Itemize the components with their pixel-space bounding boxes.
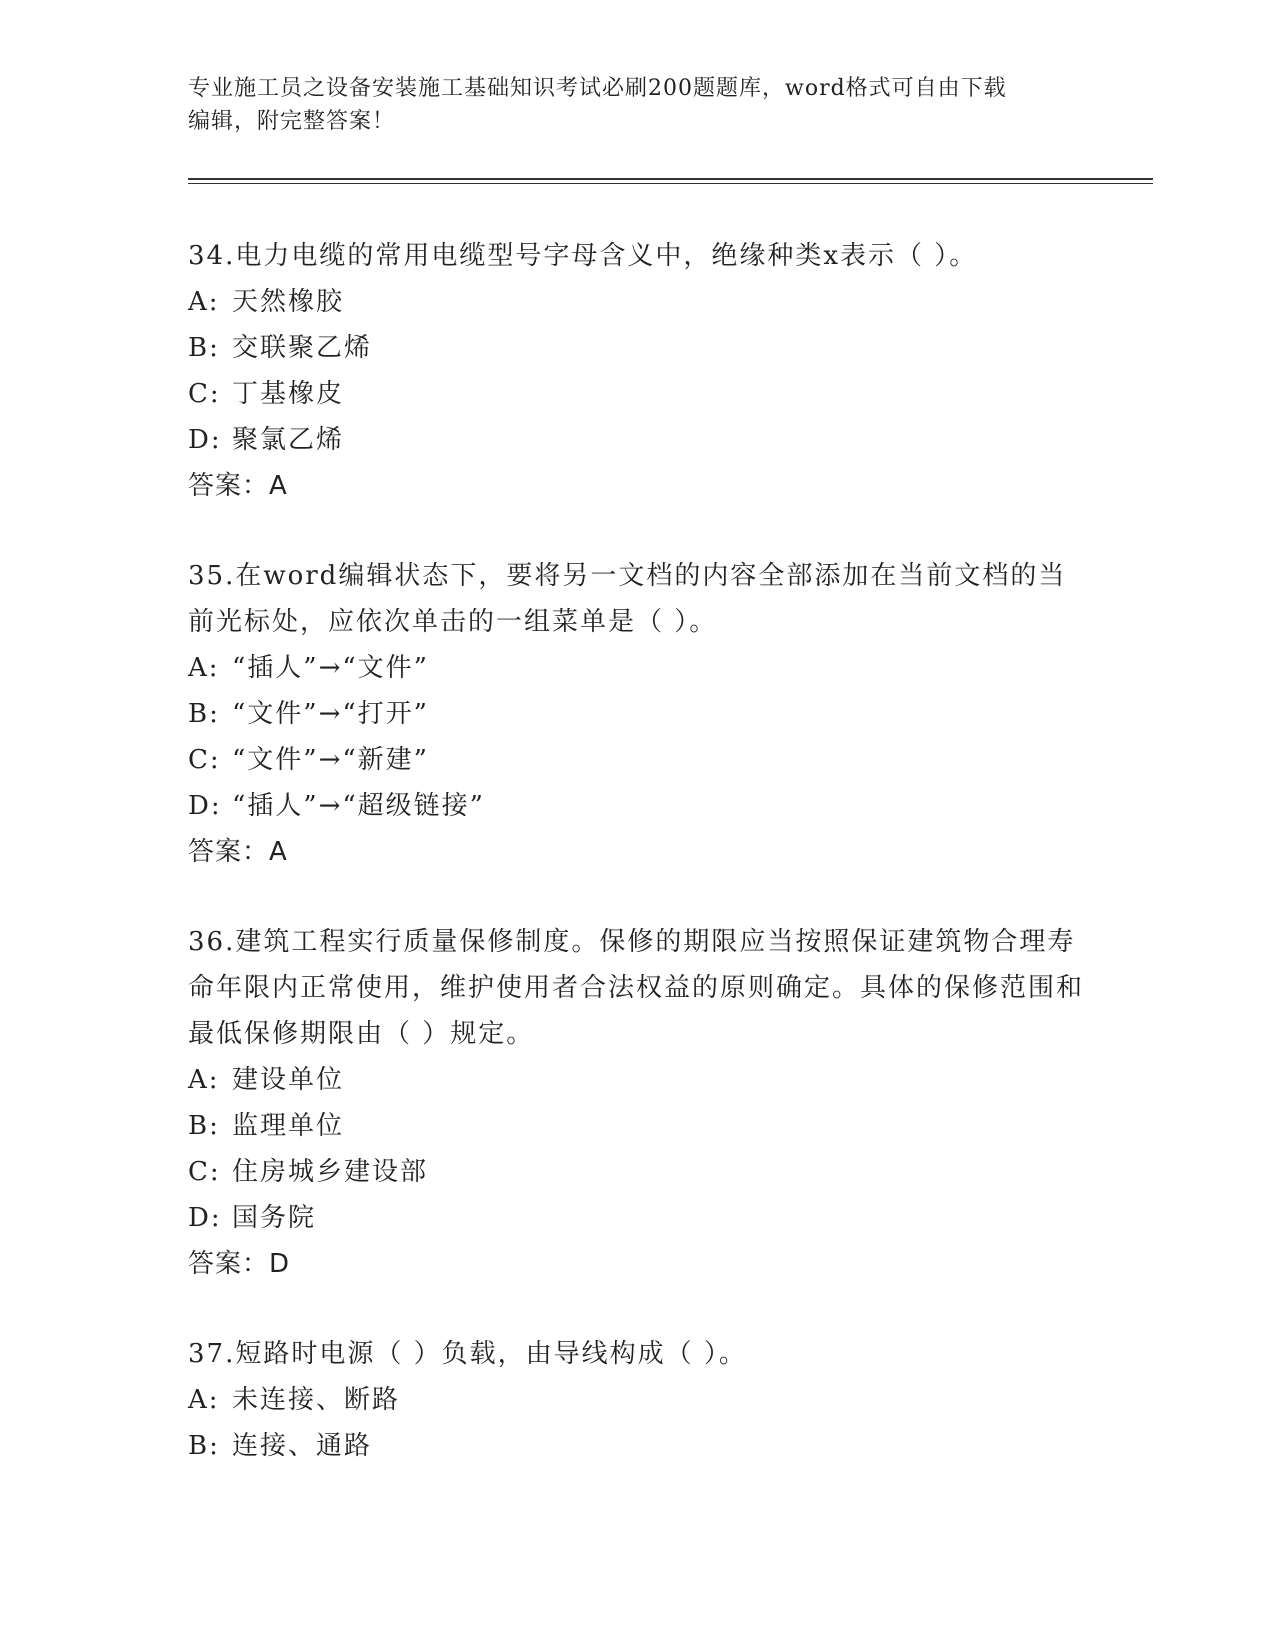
option-text: “文件”→“新建” xyxy=(232,745,429,775)
option-text: “插人”→“超级链接” xyxy=(232,791,485,821)
option-b xyxy=(188,1103,1088,1149)
option-key: B: xyxy=(188,333,220,363)
question-list xyxy=(188,233,1088,1513)
question-36 xyxy=(188,919,1088,1287)
option-key: D: xyxy=(188,425,222,455)
option-d xyxy=(188,783,1088,829)
option-a xyxy=(188,279,1088,325)
option-d xyxy=(188,1195,1088,1241)
option-key: B: xyxy=(188,699,220,729)
option-key: C: xyxy=(188,745,221,775)
option-text: 丁基橡皮 xyxy=(232,379,345,409)
option-a xyxy=(188,645,1088,691)
option-text: “插人”→“文件” xyxy=(232,653,429,683)
option-key: D: xyxy=(188,791,222,821)
document-header xyxy=(188,72,1068,138)
option-text: “文件”→“打开” xyxy=(232,699,429,729)
option-c xyxy=(188,737,1088,783)
option-key: C: xyxy=(188,379,221,409)
question-35 xyxy=(188,553,1088,875)
question-stem: 36.建筑工程实行质量保修制度。保修的期限应当按照保证建筑物合理寿命年限内正常使用，维护使用者合法权益的原则确定。具体的保修范围和最低保修期限由（ ）规定。 xyxy=(188,927,1085,1049)
option-key: B: xyxy=(188,1111,220,1141)
option-key: A: xyxy=(188,1065,220,1095)
option-key: A: xyxy=(188,653,220,683)
question-34 xyxy=(188,233,1088,509)
option-key: D: xyxy=(188,1203,222,1233)
option-text: 交联聚乙烯 xyxy=(232,333,373,363)
option-text: 监理单位 xyxy=(232,1111,345,1141)
option-text: 住房城乡建设部 xyxy=(232,1157,429,1187)
option-a xyxy=(188,1057,1088,1103)
option-b xyxy=(188,1423,1088,1469)
option-c xyxy=(188,1149,1088,1195)
header-divider-thick xyxy=(188,178,1153,180)
option-b xyxy=(188,325,1088,371)
option-text: 连接、通路 xyxy=(232,1431,373,1461)
answer-line: 答案：D xyxy=(188,1249,291,1279)
option-key: A: xyxy=(188,1385,220,1415)
question-stem: 34.电力电缆的常用电缆型号字母含义中，绝缘种类x表示（ ）。 xyxy=(188,241,978,271)
option-text: 建设单位 xyxy=(232,1065,345,1095)
option-c xyxy=(188,371,1088,417)
header-line-2: 编辑，附完整答案！ xyxy=(188,109,396,134)
question-stem: 37.短路时电源（ ）负载，由导线构成（ ）。 xyxy=(188,1339,747,1369)
option-text: 聚氯乙烯 xyxy=(232,425,345,455)
option-key: A: xyxy=(188,287,220,317)
header-divider-thin xyxy=(188,183,1153,184)
option-a xyxy=(188,1377,1088,1423)
header-line-1: 专业施工员之设备安装施工基础知识考试必刷200题题库，word格式可自由下载 xyxy=(188,76,1007,101)
option-key: C: xyxy=(188,1157,221,1187)
option-b xyxy=(188,691,1088,737)
option-text: 天然橡胶 xyxy=(232,287,345,317)
question-stem: 35.在word编辑状态下，要将另一文档的内容全部添加在当前文档的当前光标处，应依次单击的一组菜单是（ ）。 xyxy=(188,561,1067,637)
option-key: B: xyxy=(188,1431,220,1461)
answer-line: 答案：A xyxy=(188,471,288,501)
option-text: 国务院 xyxy=(232,1203,317,1233)
question-37 xyxy=(188,1331,1088,1469)
option-d xyxy=(188,417,1088,463)
answer-line: 答案：A xyxy=(188,837,288,867)
option-text: 未连接、断路 xyxy=(232,1385,401,1415)
